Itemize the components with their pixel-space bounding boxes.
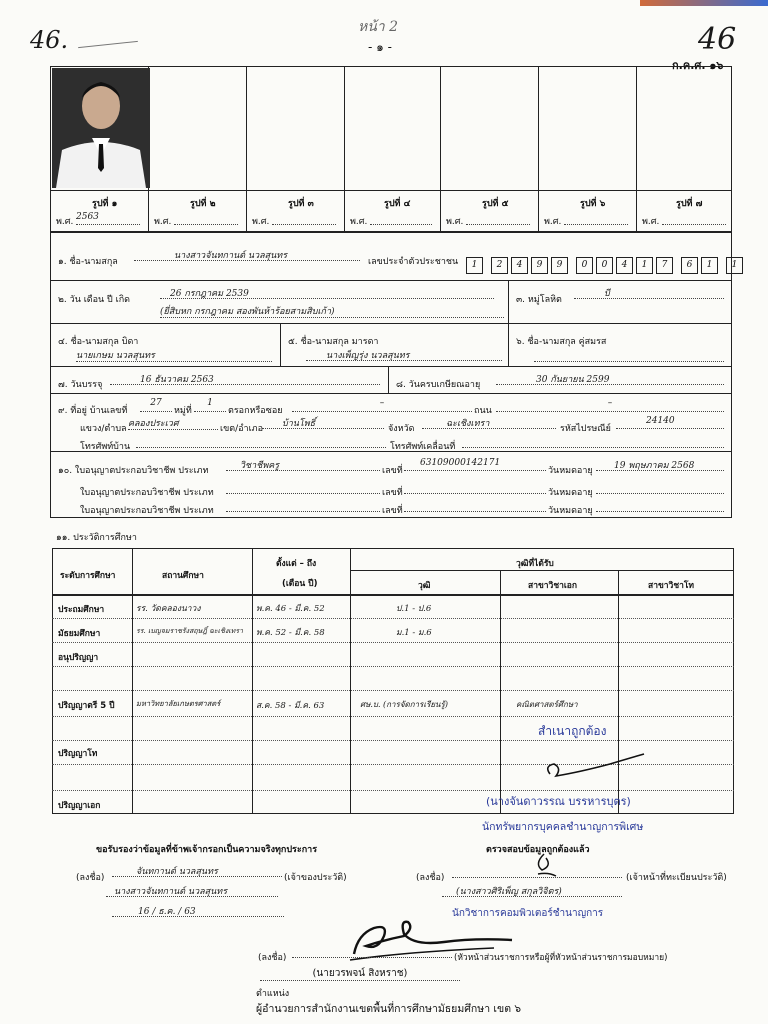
license-type-2	[226, 480, 380, 494]
soi-label: ตรอกหรือซอย	[228, 406, 283, 416]
soi-value: –	[292, 398, 472, 412]
spouse-value	[534, 348, 724, 362]
road-value: –	[496, 398, 724, 412]
id-digit: 0	[576, 257, 593, 274]
header-period: ตั้งแต่ – ถึง	[276, 559, 317, 569]
name-value: นางสาวจันทกานต์ นวลสุนทร	[134, 248, 360, 261]
edu-level-secondary: มัธยมศึกษา	[58, 629, 101, 639]
portrait-photo	[52, 68, 150, 188]
top-color-stripe	[640, 0, 768, 6]
road-label: ถนน	[474, 406, 492, 416]
photo-year-2	[174, 212, 238, 225]
top-scribble: หน้า 2	[358, 19, 399, 35]
photo-year-label-7: พ.ศ.	[642, 217, 660, 227]
postcode-label: รหัสไปรษณีย์	[560, 424, 611, 434]
photo-year-label-1: พ.ศ.	[56, 217, 74, 227]
header-minor: สาขาวิชาโท	[648, 581, 695, 591]
edu-level-bachelor: ปริญญาตรี 5 ปี	[58, 701, 115, 711]
edu-level-primary: ประถมศึกษา	[58, 605, 105, 615]
photo-label-6: รูปที่ ๖	[580, 199, 606, 209]
license-exp-label-3: วันหมดอายุ	[548, 506, 593, 516]
photo-year-1: 2563	[76, 212, 140, 225]
photo-label-5: รูปที่ ๕	[482, 199, 509, 209]
id-digit: 9	[531, 257, 548, 274]
header-level: ระดับการศึกษา	[60, 571, 116, 581]
edu-degree-secondary: ม.1 - ม.6	[396, 628, 432, 638]
spouse-label: ๖. ชื่อ-นามสกุล คู่สมรส	[516, 337, 607, 347]
postcode-value: 24140	[616, 416, 724, 429]
start-value: 16 ธันวาคม 2563	[110, 372, 380, 385]
header-degree-group: วุฒิที่ได้รับ	[516, 559, 554, 569]
subdistrict-label: แขวง/ตำบล	[80, 424, 127, 434]
name-label: ๑. ชื่อ-นามสกุล	[58, 257, 118, 267]
head-role: (หัวหน้าส่วนราชการหรือผู้ที่หัวหน้าส่วนราชการมอบหมาย)	[454, 953, 668, 963]
page-number: - ๑ -	[368, 40, 392, 54]
registrar-printed-name: (นางสาวศิริเพ็ญ สกุลวิจิตร)	[442, 884, 622, 897]
birth-text: (ยี่สิบหก กรกฎาคม สองพันห้าร้อยสามสิบเก้า)	[160, 304, 504, 318]
license-type-3	[226, 498, 380, 512]
photo-year-3	[272, 212, 336, 225]
registrar-role: (เจ้าหน้าที่ทะเบียนประวัติ)	[626, 873, 727, 883]
owner-role: (เจ้าของประวัติ)	[284, 873, 347, 883]
id-digit: 1	[636, 257, 653, 274]
edu-period-primary: พ.ค. 46 - มี.ค. 52	[256, 604, 325, 614]
id-digit: 4	[616, 257, 633, 274]
retire-value: 30 กันยายน 2599	[496, 372, 724, 385]
license-no-label-1: เลขที่	[382, 466, 403, 476]
blood-value: บี	[574, 286, 724, 299]
phone-label: โทรศัพท์บ้าน	[80, 442, 131, 452]
license-label-1: ๑๐. ใบอนุญาตประกอบวิชาชีพ ประเภท	[58, 466, 209, 476]
head-position-label: ตำแหน่ง	[256, 989, 290, 999]
photo-label-7: รูปที่ ๗	[676, 199, 703, 209]
header-school: สถานศึกษา	[162, 571, 204, 581]
subdistrict-value: คลองประเวศ	[128, 416, 218, 430]
mother-value: นางเพ็ญรุ่ง นวลสุนทร	[306, 348, 502, 361]
photo-year-label-5: พ.ศ.	[446, 217, 464, 227]
birth-value: 26 กรกฎาคม 2539	[160, 286, 494, 299]
photo-year-label-2: พ.ศ.	[154, 217, 172, 227]
photo-year-5	[466, 212, 530, 225]
license-no-2	[404, 480, 546, 494]
mobile-value	[462, 434, 724, 448]
license-no-label-2: เลขที่	[382, 488, 403, 498]
owner-statement: ขอรับรองว่าข้อมูลที่ข้าพเจ้ากรอกเป็นความจริงทุกประการ	[96, 845, 318, 855]
id-digit: 1	[701, 257, 718, 274]
owner-sign-label: (ลงชื่อ)	[76, 873, 105, 883]
address-label: ๙. ที่อยู่ บ้านเลขที่	[58, 406, 128, 416]
license-exp-3	[596, 498, 724, 512]
head-sign-line	[292, 944, 452, 958]
license-no-3	[404, 498, 546, 512]
head-sign-label: (ลงชื่อ)	[258, 953, 287, 963]
id-digit: 9	[551, 257, 568, 274]
father-value: นายเกษม นวลสุนทร	[76, 348, 272, 362]
edu-period-bachelor: ส.ค. 58 - มี.ค. 63	[256, 701, 325, 711]
father-label: ๔. ชื่อ-นามสกุล บิดา	[58, 337, 139, 347]
id-digit: 2	[491, 257, 508, 274]
id-digit: 7	[656, 257, 673, 274]
mobile-label: โทรศัพท์เคลื่อนที่	[390, 442, 456, 452]
id-label: เลขประจำตัวประชาชน	[368, 257, 459, 267]
start-label: ๗. วันบรรจุ	[58, 380, 103, 390]
id-digit: 4	[511, 257, 528, 274]
photo-year-label-6: พ.ศ.	[544, 217, 562, 227]
license-label-2: ใบอนุญาตประกอบวิชาชีพ ประเภท	[80, 488, 214, 498]
blood-label: ๓. หมู่โลหิต	[516, 295, 562, 305]
id-digit: 6	[681, 257, 698, 274]
header-degree: วุฒิ	[418, 581, 431, 591]
edu-period-secondary: พ.ค. 52 - มี.ค. 58	[256, 628, 325, 638]
head-position: ผู้อำนวยการสำนักงานเขตพื้นที่การศึกษามัธยมศึกษา เขต ๖	[256, 1003, 522, 1015]
mother-label: ๕. ชื่อ-นามสกุล มารดา	[288, 337, 379, 347]
edu-major-bachelor: คณิตศาสตร์ศึกษา	[516, 700, 578, 709]
province-label: จังหวัด	[388, 424, 415, 434]
photo-label-1: รูปที่ ๑	[92, 199, 118, 209]
id-digit: 0	[596, 257, 613, 274]
edu-level-doctoral: ปริญญาเอก	[58, 801, 101, 811]
owner-date: 16 / ธ.ค. / 63	[112, 904, 284, 917]
edu-school-primary: รร. วัดคลองนาวง	[136, 604, 201, 614]
photo-year-6	[564, 212, 628, 225]
license-exp-2	[596, 480, 724, 494]
photo-year-7	[662, 212, 726, 225]
registrar-statement: ตรวจสอบข้อมูลถูกต้องแล้ว	[486, 845, 590, 855]
license-no-label-3: เลขที่	[382, 506, 403, 516]
id-digit: 1	[726, 257, 743, 274]
id-digit: 1	[466, 257, 483, 274]
birth-label: ๒. วัน เดือน ปี เกิด	[58, 295, 131, 305]
edu-degree-primary: ป.1 - ป.6	[396, 604, 432, 614]
owner-signature: จันทกานต์ นวลสุนทร	[112, 864, 282, 877]
license-type-1: วิชาชีพครู	[226, 458, 380, 471]
moo-value: 1	[194, 398, 226, 412]
moo-label: หมู่ที่	[174, 406, 192, 416]
top-left-number: 46.	[30, 26, 69, 54]
form-code: ก.ค.ศ. ๑๖	[672, 59, 724, 72]
header-period-sub: (เดือน ปี)	[282, 579, 318, 589]
certifier-signature	[540, 748, 650, 784]
header-major: สาขาวิชาเอก	[528, 581, 578, 591]
owner-printed-name: นางสาวจันทกานต์ นวลสุนทร	[106, 884, 278, 897]
photo-label-3: รูปที่ ๓	[288, 199, 314, 209]
header-dash-line	[78, 41, 138, 48]
district-label: เขต/อำเภอ	[220, 424, 263, 434]
certified-copy-stamp: สำเนาถูกต้อง	[538, 724, 607, 738]
id-boxes	[466, 252, 746, 274]
license-exp-label-1: วันหมดอายุ	[548, 466, 593, 476]
edu-school-secondary: รร. เบญจมราชรังสฤษฎิ์ ฉะเชิงเทรา	[136, 627, 243, 635]
top-right-number: 46	[698, 22, 737, 57]
registrar-position: นักวิชาการคอมพิวเตอร์ชำนาญการ	[452, 908, 604, 919]
province-value: ฉะเชิงเทรา	[422, 416, 556, 429]
district-value: บ้านโพธิ์	[262, 416, 384, 429]
registrar-sign-label: (ลงชื่อ)	[416, 873, 445, 883]
edu-school-bachelor: มหาวิทยาลัยเกษตรศาสตร์	[136, 699, 221, 708]
photo-year-label-4: พ.ศ.	[350, 217, 368, 227]
education-section-title: ๑๑. ประวัติการศึกษา	[56, 533, 137, 543]
house-number: 27	[140, 398, 172, 412]
license-no-1: 63109000142171	[404, 458, 546, 471]
photo-year-label-3: พ.ศ.	[252, 217, 270, 227]
phone-value	[136, 434, 386, 448]
head-printed-name: (นายวรพจน์ สิงหราช)	[260, 966, 460, 981]
photo-label-4: รูปที่ ๔	[384, 199, 411, 209]
photo-label-2: รูปที่ ๒	[190, 199, 216, 209]
license-exp-label-2: วันหมดอายุ	[548, 488, 593, 498]
edu-level-diploma: อนุปริญญา	[58, 653, 99, 663]
photo-grid-divider	[50, 190, 732, 191]
certifier-name: (นางจันดาวรรณ บรรหารบุตร)	[486, 795, 631, 808]
license-exp-1: 19 พฤษภาคม 2568	[596, 458, 724, 471]
certifier-position: นักทรัพยากรบุคคลชำนาญการพิเศษ	[482, 821, 644, 833]
photo-year-4	[370, 212, 432, 225]
license-label-3: ใบอนุญาตประกอบวิชาชีพ ประเภท	[80, 506, 214, 516]
edu-level-master: ปริญญาโท	[58, 749, 98, 759]
edu-degree-bachelor: ศษ.บ. (การจัดการเรียนรู้)	[360, 700, 448, 709]
retire-label: ๘. วันครบเกษียณอายุ	[396, 380, 481, 390]
registrar-sign-line	[452, 864, 622, 878]
